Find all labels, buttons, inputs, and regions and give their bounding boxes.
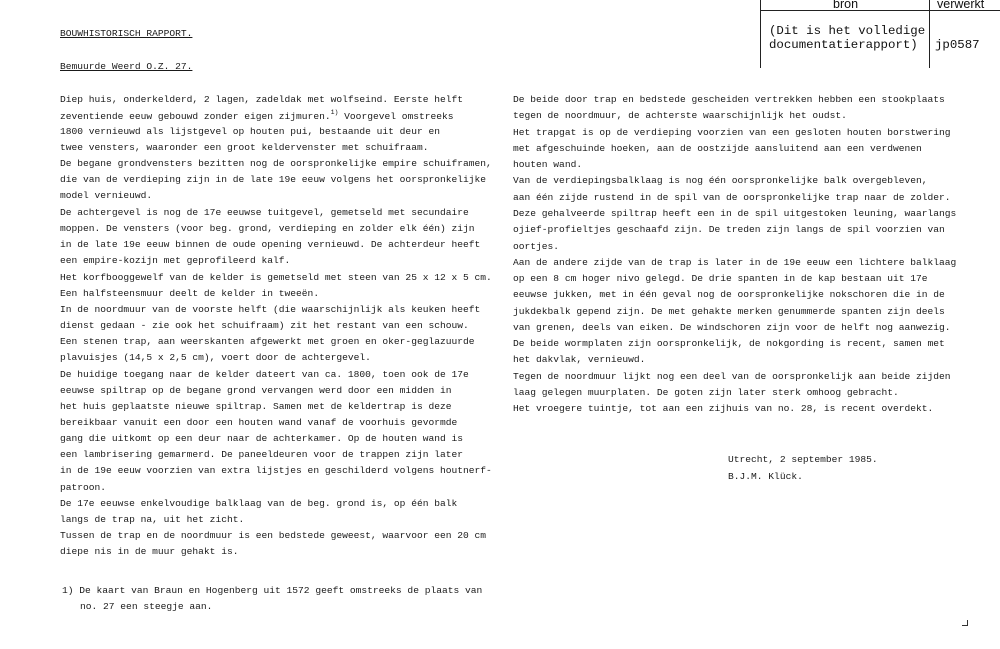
text-line: oortjes. [513, 241, 560, 252]
text-line: De 17e eeuwse enkelvoudige balklaag van de beg. grond is, op één balk [60, 498, 458, 509]
stamp-note-line2: documentatierapport) [769, 38, 918, 52]
text-line [60, 108, 454, 123]
footnote-line: 1) De kaart van Braun en Hogenberg uit 1572 geeft omstreeks de plaats van [62, 585, 483, 596]
text-line: De huidige toegang naar de kelder dateert van ca. 1800, toen ook de 17e [60, 369, 469, 380]
stamp-column-divider [929, 0, 930, 68]
text-line: tegen de noordmuur, de achterste waarschijnlijk het oudst. [513, 110, 847, 121]
text-line: een empire-kozijn met geprofileerd kalf. [60, 255, 291, 266]
text-line: Het trapgat is op de verdieping voorzien van een gesloten houten borstwering [513, 127, 951, 138]
footnote-ref: 1) [330, 109, 339, 116]
text-line: in de 19e eeuw voorzien van extra lijstjes en geschilderd volgens houtnerf- [60, 465, 492, 476]
report-title: BOUWHISTORISCH RAPPORT. [60, 28, 193, 39]
text-line: Een stenen trap, aan weerskanten afgewerkt met groen en oker-geglazuurde [60, 336, 475, 347]
text-line: model vernieuwd. [60, 190, 153, 201]
text-line: patroon. [60, 482, 107, 493]
report-address: Bemuurde Weerd O.Z. 27. [60, 61, 193, 72]
text-line: een lambrisering gemarmerd. De paneeldeuren voor de trappen zijn later [60, 449, 464, 460]
signature-author: B.J.M. Klück. [728, 471, 803, 482]
text-line: Het vroegere tuintje, tot aan een zijhuis van no. 28, is recent overdekt. [513, 403, 934, 414]
text-line: in de late 19e eeuw binnen de oude opening vernieuwd. De achterdeur heeft [60, 239, 481, 250]
text-line: moppen. De vensters (voor beg. grond, verdieping en zolder elk één) zijn [60, 223, 475, 234]
signature-place-date: Utrecht, 2 september 1985. [728, 454, 878, 465]
text-line: De beide door trap en bedstede gescheiden vertrekken hebben een stookplaats [513, 94, 945, 105]
text-line: die van de verdieping zijn in de late 19e eeuw volgens het oorspronkelijke [60, 174, 487, 185]
text-line: De begane grondvensters bezitten nog de oorspronkelijke empire schuiframen, [60, 158, 492, 169]
text-line: Diep huis, onderkelderd, 2 lagen, zadeldak met wolfseind. Eerste helft [60, 94, 464, 105]
text-line: eeuwse spiltrap op de begane grond vervangen werd door een midden in [60, 385, 452, 396]
text-line: Deze gehalveerde spiltrap heeft een in de spil uitgestoken leuning, waarlangs [513, 208, 957, 219]
text-line: laag gelegen muurplaten. De goten zijn later sterk omhoog gebracht. [513, 387, 899, 398]
stamp-note-line1: (Dit is het volledige [769, 24, 926, 38]
text-line: Van de verdiepingsbalklaag is nog één oorspronkelijke balk overgebleven, [513, 175, 928, 186]
text-line: jukdekbalk gepend zijn. De met gehakte merken genummerde spanten zijn deels [513, 306, 945, 317]
text-line: In de noordmuur van de voorste helft (die waarschijnlijk als keuken heeft [60, 304, 481, 315]
text-line: twee vensters, waaronder een groot keldervenster met schuifraam. [60, 142, 429, 153]
text-line: Een halfsteensmuur deelt de kelder in tweeën. [60, 288, 320, 299]
stamp-code: jp0587 [935, 38, 980, 52]
stamp-col-processed: verwerkt [937, 0, 985, 11]
text-line: langs de trap na, uit het zicht. [60, 514, 245, 525]
text-line: het dakvlak, vernieuwd. [513, 354, 646, 365]
text-line: dienst gedaan - zie ook het schuifraam) zit het restant van een schouw. [60, 320, 469, 331]
text-line: eeuwse jukken, met in één geval nog de oorspronkelijke nokschoren die in de [513, 289, 945, 300]
text-line: De beide wormplaten zijn oorspronkelijk, de nokgording is recent, samen met [513, 338, 945, 349]
text-segment: zeventiende eeuw gebouwd zonder eigen zijmuren. [60, 111, 331, 123]
text-line: aan één zijde rustend in de spil van de oorspronkelijke trap naar de zolder. [513, 192, 951, 203]
text-line: Tegen de noordmuur lijkt nog een deel van de oorspronkelijk aan beide zijden [513, 371, 951, 382]
text-line: plavuisjes (14,5 x 2,5 cm), voert door de achtergevel. [60, 352, 371, 363]
text-line: ojief-profieltjes geschaafd zijn. De treden zijn langs de spil voorzien van [513, 224, 945, 235]
stamp-col-source: bron [833, 0, 859, 11]
text-line: 1800 vernieuwd als lijstgevel op houten pui, bestaande uit deur en [60, 126, 440, 137]
text-line: gang die uitkomt op een deur naar de achterkamer. Op de houten wand is [60, 433, 464, 444]
archive-stamp [760, 0, 1000, 68]
text-line: op een 8 cm hoger nivo gelegd. De drie spanten in de kap bestaan uit 17e [513, 273, 928, 284]
text-line: Aan de andere zijde van de trap is later in de 19e eeuw een lichtere balklaag [513, 257, 957, 268]
text-line: Het korfbooggewelf van de kelder is gemetseld met steen van 25 x 12 x 5 cm. [60, 272, 492, 283]
text-segment: Voorgevel omstreeks [344, 111, 454, 123]
footnote-line: no. 27 een steegje aan. [80, 601, 213, 612]
text-line: bereikbaar vanuit een door een houten wand vanaf de voorhuis gevormde [60, 417, 458, 428]
text-line: van grenen, deels van eiken. De windschoren zijn voor de helft nog aanwezig. [513, 322, 951, 333]
text-line: Tussen de trap en de noordmuur is een bedstede geweest, waarvoor een 20 cm [60, 530, 487, 541]
text-line: het huis geplaatste nieuwe spiltrap. Samen met de keldertrap is deze [60, 401, 452, 412]
text-line: diepe nis in de muur gehakt is. [60, 546, 239, 557]
text-line: met afgeschuinde hoeken, aan de oostzijde aansluitend aan een verdwenen [513, 143, 922, 154]
text-line: De achtergevel is nog de 17e eeuwse tuitgevel, gemetseld met secundaire [60, 207, 469, 218]
text-line: houten wand. [513, 159, 583, 170]
corner-mark-icon [962, 620, 968, 626]
